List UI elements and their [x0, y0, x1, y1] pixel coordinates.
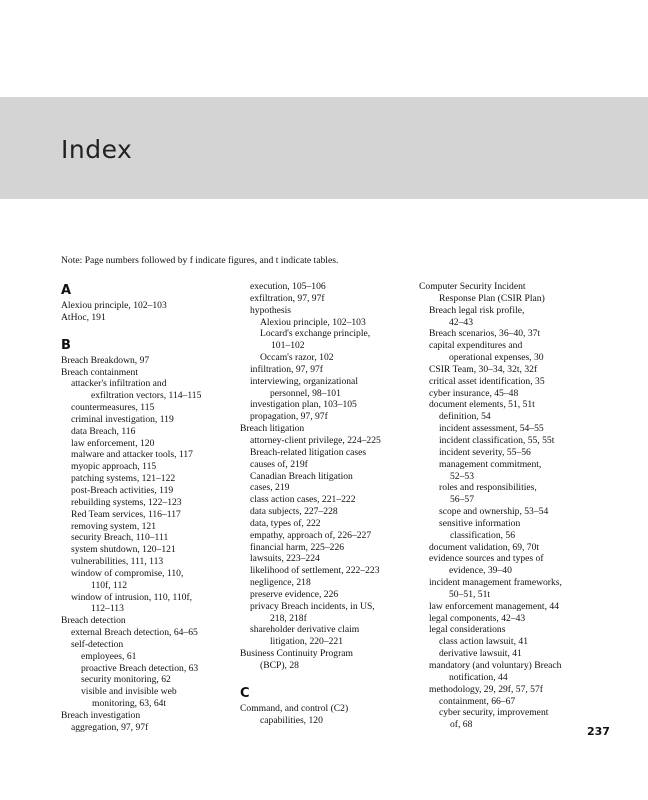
index-entry — [61, 509, 239, 521]
index-entry — [61, 367, 239, 379]
index-entry — [61, 722, 239, 734]
index-entry-text: evidence sources and types of — [429, 553, 544, 565]
index-entry-text: class action cases, 221–222 — [250, 494, 356, 506]
index-entry — [240, 553, 418, 565]
header-band — [0, 97, 648, 199]
index-entry — [240, 376, 418, 400]
index-entry-text: derivative lawsuit, 41 — [439, 648, 522, 660]
index-entry — [419, 624, 599, 636]
index-entry-text: CSIR Team, 30–34, 32t, 32f — [429, 363, 538, 375]
index-entry — [61, 651, 239, 663]
index-entry-text: legal components, 42–43 — [429, 612, 526, 624]
index-entry — [61, 639, 239, 651]
index-entry-continuation: litigation, 220–221 — [270, 636, 344, 648]
index-column-1 — [61, 283, 239, 734]
index-entry-text: data Breach, 116 — [71, 425, 136, 437]
index-entry — [419, 542, 599, 554]
index-entry — [419, 399, 599, 411]
page-number: 237 — [587, 725, 610, 738]
index-entry — [61, 592, 239, 616]
index-entry-text: rebuilding systems, 122–123 — [71, 496, 182, 508]
index-entry — [61, 378, 239, 402]
index-entry — [61, 414, 239, 426]
index-entry — [240, 624, 418, 648]
index-letter-heading: B — [61, 337, 71, 353]
index-entry-text: Breach-related litigation cases — [250, 446, 367, 458]
index-entry-text: external Breach detection, 64–65 — [71, 627, 198, 639]
index-entry-text: Canadian Breach litigation — [250, 470, 353, 482]
index-entry — [419, 482, 599, 506]
index-entry-continuation: 112–113 — [91, 603, 124, 615]
index-entry-text: sensitive information — [439, 517, 521, 529]
index-entry-text: law enforcement, 120 — [71, 437, 155, 449]
index-entry-text: Breach containment — [61, 366, 138, 378]
index-letter-heading: A — [61, 283, 72, 298]
index-entry — [240, 364, 418, 376]
index-entry — [419, 281, 599, 305]
index-entry-text: proactive Breach detection, 63 — [81, 662, 199, 674]
index-entry-text: attacker's infiltration and — [71, 378, 167, 390]
index-entry — [61, 532, 239, 544]
index-entry-text: patching systems, 121–122 — [71, 473, 176, 485]
index-entry-text: infiltration, 97, 97f — [250, 363, 324, 375]
index-entry-text: Breach scenarios, 36–40, 37t — [429, 328, 541, 340]
index-entry-text: hypothesis — [250, 304, 292, 316]
index-entry — [240, 482, 418, 494]
index-entry — [419, 696, 599, 708]
index-entry-text: Occam's razor, 102 — [260, 352, 334, 364]
index-entry — [240, 577, 418, 589]
index-entry-text: Alexiou principle, 102–103 — [61, 300, 167, 311]
index-entry-text: countermeasures, 115 — [71, 402, 155, 414]
index-entry-text: methodology, 29, 29f, 57, 57f — [429, 683, 543, 695]
index-entry-text: removing system, 121 — [71, 520, 157, 532]
index-entry-text: scope and ownership, 53–54 — [439, 506, 549, 518]
index-entry-text: Locard's exchange principle, — [260, 328, 371, 340]
index-entry — [61, 485, 239, 497]
index-entry-continuation: 56–57 — [450, 494, 474, 506]
index-entry-text: causes of, 219f — [250, 458, 308, 470]
index-entry — [61, 449, 239, 461]
index-entry-text: Command, and control (C2) — [240, 702, 349, 714]
index-entry-text: execution, 105–106 — [250, 281, 326, 292]
index-entry-text: cases, 219 — [250, 482, 290, 494]
index-entry-continuation: notification, 44 — [449, 671, 508, 683]
index-entry-text: exfiltration, 97, 97f — [250, 292, 325, 304]
index-entry-text: visible and invisible web — [81, 686, 177, 698]
index-entry-text: negligence, 218 — [250, 577, 311, 589]
index-entry-continuation: evidence, 39–40 — [449, 565, 512, 577]
index-entry — [419, 577, 599, 601]
index-entry-text: employees, 61 — [81, 650, 137, 662]
index-entry — [240, 471, 418, 483]
index-entry — [419, 660, 599, 684]
index-entry — [419, 435, 599, 447]
index-entry — [240, 589, 418, 601]
index-entry — [61, 300, 239, 312]
index-entry-text: data, types of, 222 — [250, 517, 321, 529]
index-entry-text: incident management frameworks, — [429, 577, 562, 589]
index-entry-text: window of compromise, 110, — [71, 567, 184, 579]
index-entry-text: preserve evidence, 226 — [250, 588, 339, 600]
index-entry — [419, 518, 599, 542]
index-note: Note: Page numbers followed by f indicate figures, and t indicate tables. — [61, 255, 339, 266]
index-entry — [240, 411, 418, 423]
index-entry-text: system shutdown, 120–121 — [71, 544, 176, 556]
index-entry — [61, 568, 239, 592]
index-entry-continuation: operational expenses, 30 — [449, 352, 544, 364]
index-entry-text: Computer Security Incident — [419, 281, 526, 292]
index-entry — [419, 707, 599, 731]
index-entry — [419, 684, 599, 696]
index-entry-text: vulnerabilities, 111, 113 — [71, 556, 164, 568]
index-entry-text: post-Breach activities, 119 — [71, 484, 174, 496]
index-entry-text: containment, 66–67 — [439, 695, 516, 707]
index-entry-continuation: of, 68 — [450, 719, 473, 731]
index-entry-text: financial harm, 225–226 — [250, 541, 345, 553]
index-entry-continuation: monitoring, 63, 64t — [92, 698, 167, 710]
index-entry — [61, 627, 239, 639]
index-entry-text: likelihood of settlement, 222–223 — [250, 565, 380, 577]
index-entry — [61, 402, 239, 414]
index-entry-text: management commitment, — [439, 458, 542, 470]
index-entry — [419, 553, 599, 577]
index-entry — [419, 328, 599, 340]
index-letter-heading: C — [240, 685, 250, 701]
index-column-3 — [419, 281, 599, 731]
index-entry-text: Business Continuity Program — [240, 648, 353, 660]
index-entry-continuation: 52–53 — [450, 470, 474, 482]
index-entry — [240, 399, 418, 411]
index-entry — [419, 506, 599, 518]
index-entry — [419, 340, 599, 364]
index-entry — [240, 459, 418, 471]
index-entry-text: Breach detection — [61, 615, 126, 627]
index-entry-continuation: personnel, 98–101 — [270, 387, 341, 399]
index-entry-text: empathy, approach of, 226–227 — [250, 529, 372, 541]
index-column-2 — [240, 281, 418, 727]
index-entry-text: interviewing, organizational — [250, 375, 358, 387]
index-entry — [419, 305, 599, 329]
index-entry-text: Breach litigation — [240, 423, 305, 435]
index-entry-text: attorney-client privilege, 224–225 — [250, 434, 381, 446]
index-entry-text: cyber security, improvement — [439, 707, 549, 719]
index-entry-continuation: Response Plan (CSIR Plan) — [439, 292, 545, 304]
index-entry-text: Breach legal risk profile, — [429, 304, 525, 316]
index-entry-continuation: 101–102 — [271, 340, 305, 352]
index-entry-text: document validation, 69, 70t — [429, 541, 540, 553]
index-entry — [419, 376, 599, 388]
index-entry-text: definition, 54 — [439, 411, 491, 423]
index-entry — [240, 305, 418, 317]
index-entry — [419, 601, 599, 613]
index-entry-text: lawsuits, 223–224 — [250, 553, 320, 565]
index-entry-text: roles and responsibilities, — [439, 482, 537, 494]
index-entry-text: data subjects, 227–228 — [250, 506, 338, 518]
index-entry — [240, 518, 418, 530]
index-entry — [61, 710, 239, 722]
index-entry-text: criminal investigation, 119 — [71, 413, 174, 425]
index-entry — [61, 556, 239, 568]
index-entry-text: mandatory (and voluntary) Breach — [429, 660, 562, 671]
index-entry — [419, 423, 599, 435]
index-entry-text: investigation plan, 103–105 — [250, 399, 357, 411]
index-entry — [61, 674, 239, 686]
index-entry-text: shareholder derivative claim — [250, 624, 360, 636]
index-entry — [240, 648, 418, 672]
index-entry-text: privacy Breach incidents, in US, — [250, 600, 375, 612]
index-entry-text: propagation, 97, 97f — [250, 411, 328, 423]
index-entry-text: security Breach, 110–111 — [71, 532, 169, 544]
index-entry — [61, 312, 239, 324]
index-entry — [419, 447, 599, 459]
index-entry-text: document elements, 51, 51t — [429, 399, 535, 411]
index-entry — [240, 423, 418, 435]
index-entry-text: critical asset identification, 35 — [429, 375, 545, 387]
index-entry-text: window of intrusion, 110, 110f, — [71, 591, 193, 603]
index-entry — [419, 613, 599, 625]
index-entry-continuation: 42–43 — [449, 316, 473, 328]
index-entry-text: self-detection — [71, 638, 124, 650]
index-entry-text: AtHoc, 191 — [61, 311, 106, 323]
index-entry-text: security monitoring, 62 — [81, 674, 171, 686]
index-entry-continuation: classification, 56 — [450, 529, 516, 541]
index-entry — [61, 355, 239, 367]
index-entry — [419, 364, 599, 376]
index-entry — [240, 317, 418, 329]
index-entry — [61, 473, 239, 485]
index-entry — [419, 636, 599, 648]
index-entry — [240, 494, 418, 506]
index-entry — [61, 521, 239, 533]
index-entry-continuation: capabilities, 120 — [260, 714, 323, 726]
index-entry — [419, 388, 599, 400]
index-entry-text: aggregation, 97, 97f — [71, 721, 149, 733]
index-entry — [61, 461, 239, 473]
index-entry — [419, 411, 599, 423]
index-entry — [240, 601, 418, 625]
index-entry — [240, 435, 418, 447]
index-entry-text: Breach Breakdown, 97 — [61, 354, 150, 366]
index-entry-continuation: 110f, 112 — [91, 579, 128, 591]
index-entry-text: cyber insurance, 45–48 — [429, 387, 519, 399]
page-title: Index — [61, 135, 133, 164]
index-entry — [61, 544, 239, 556]
index-entry — [61, 615, 239, 627]
index-entry-text: Red Team services, 116–117 — [71, 508, 181, 520]
index-entry-text: law enforcement management, 44 — [429, 600, 559, 612]
index-entry-continuation: (BCP), 28 — [260, 660, 299, 671]
index-entry-text: myopic approach, 115 — [71, 461, 157, 473]
index-entry — [61, 426, 239, 438]
index-entry-text: Alexiou principle, 102–103 — [260, 316, 366, 328]
index-entry — [240, 530, 418, 542]
index-entry — [61, 663, 239, 675]
index-entry — [240, 542, 418, 554]
index-entry-text: legal considerations — [429, 624, 506, 636]
index-entry — [240, 352, 418, 364]
index-entry — [240, 447, 418, 459]
index-entry-continuation: 50–51, 51t — [449, 588, 491, 600]
index-entry — [240, 293, 418, 305]
index-entry — [240, 703, 418, 727]
index-entry — [419, 459, 599, 483]
index-entry-continuation: exfiltration vectors, 114–115 — [91, 390, 202, 402]
index-entry — [240, 506, 418, 518]
index-entry — [240, 565, 418, 577]
index-entry — [61, 438, 239, 450]
index-entry-text: Breach investigation — [61, 710, 141, 721]
index-entry — [240, 328, 418, 352]
index-entry — [240, 281, 418, 293]
index-entry — [61, 497, 239, 509]
index-entry-text: malware and attacker tools, 117 — [71, 449, 193, 461]
index-entry-text: capital expenditures and — [429, 340, 523, 352]
index-entry-continuation: 218, 218f — [270, 612, 307, 624]
index-entry-text: incident severity, 55–56 — [439, 446, 531, 458]
index-entry — [419, 648, 599, 660]
index-entry-text: incident assessment, 54–55 — [439, 423, 544, 435]
index-entry-text: class action lawsuit, 41 — [439, 636, 528, 648]
index-entry — [61, 686, 239, 710]
index-entry-text: incident classification, 55, 55t — [439, 434, 555, 446]
